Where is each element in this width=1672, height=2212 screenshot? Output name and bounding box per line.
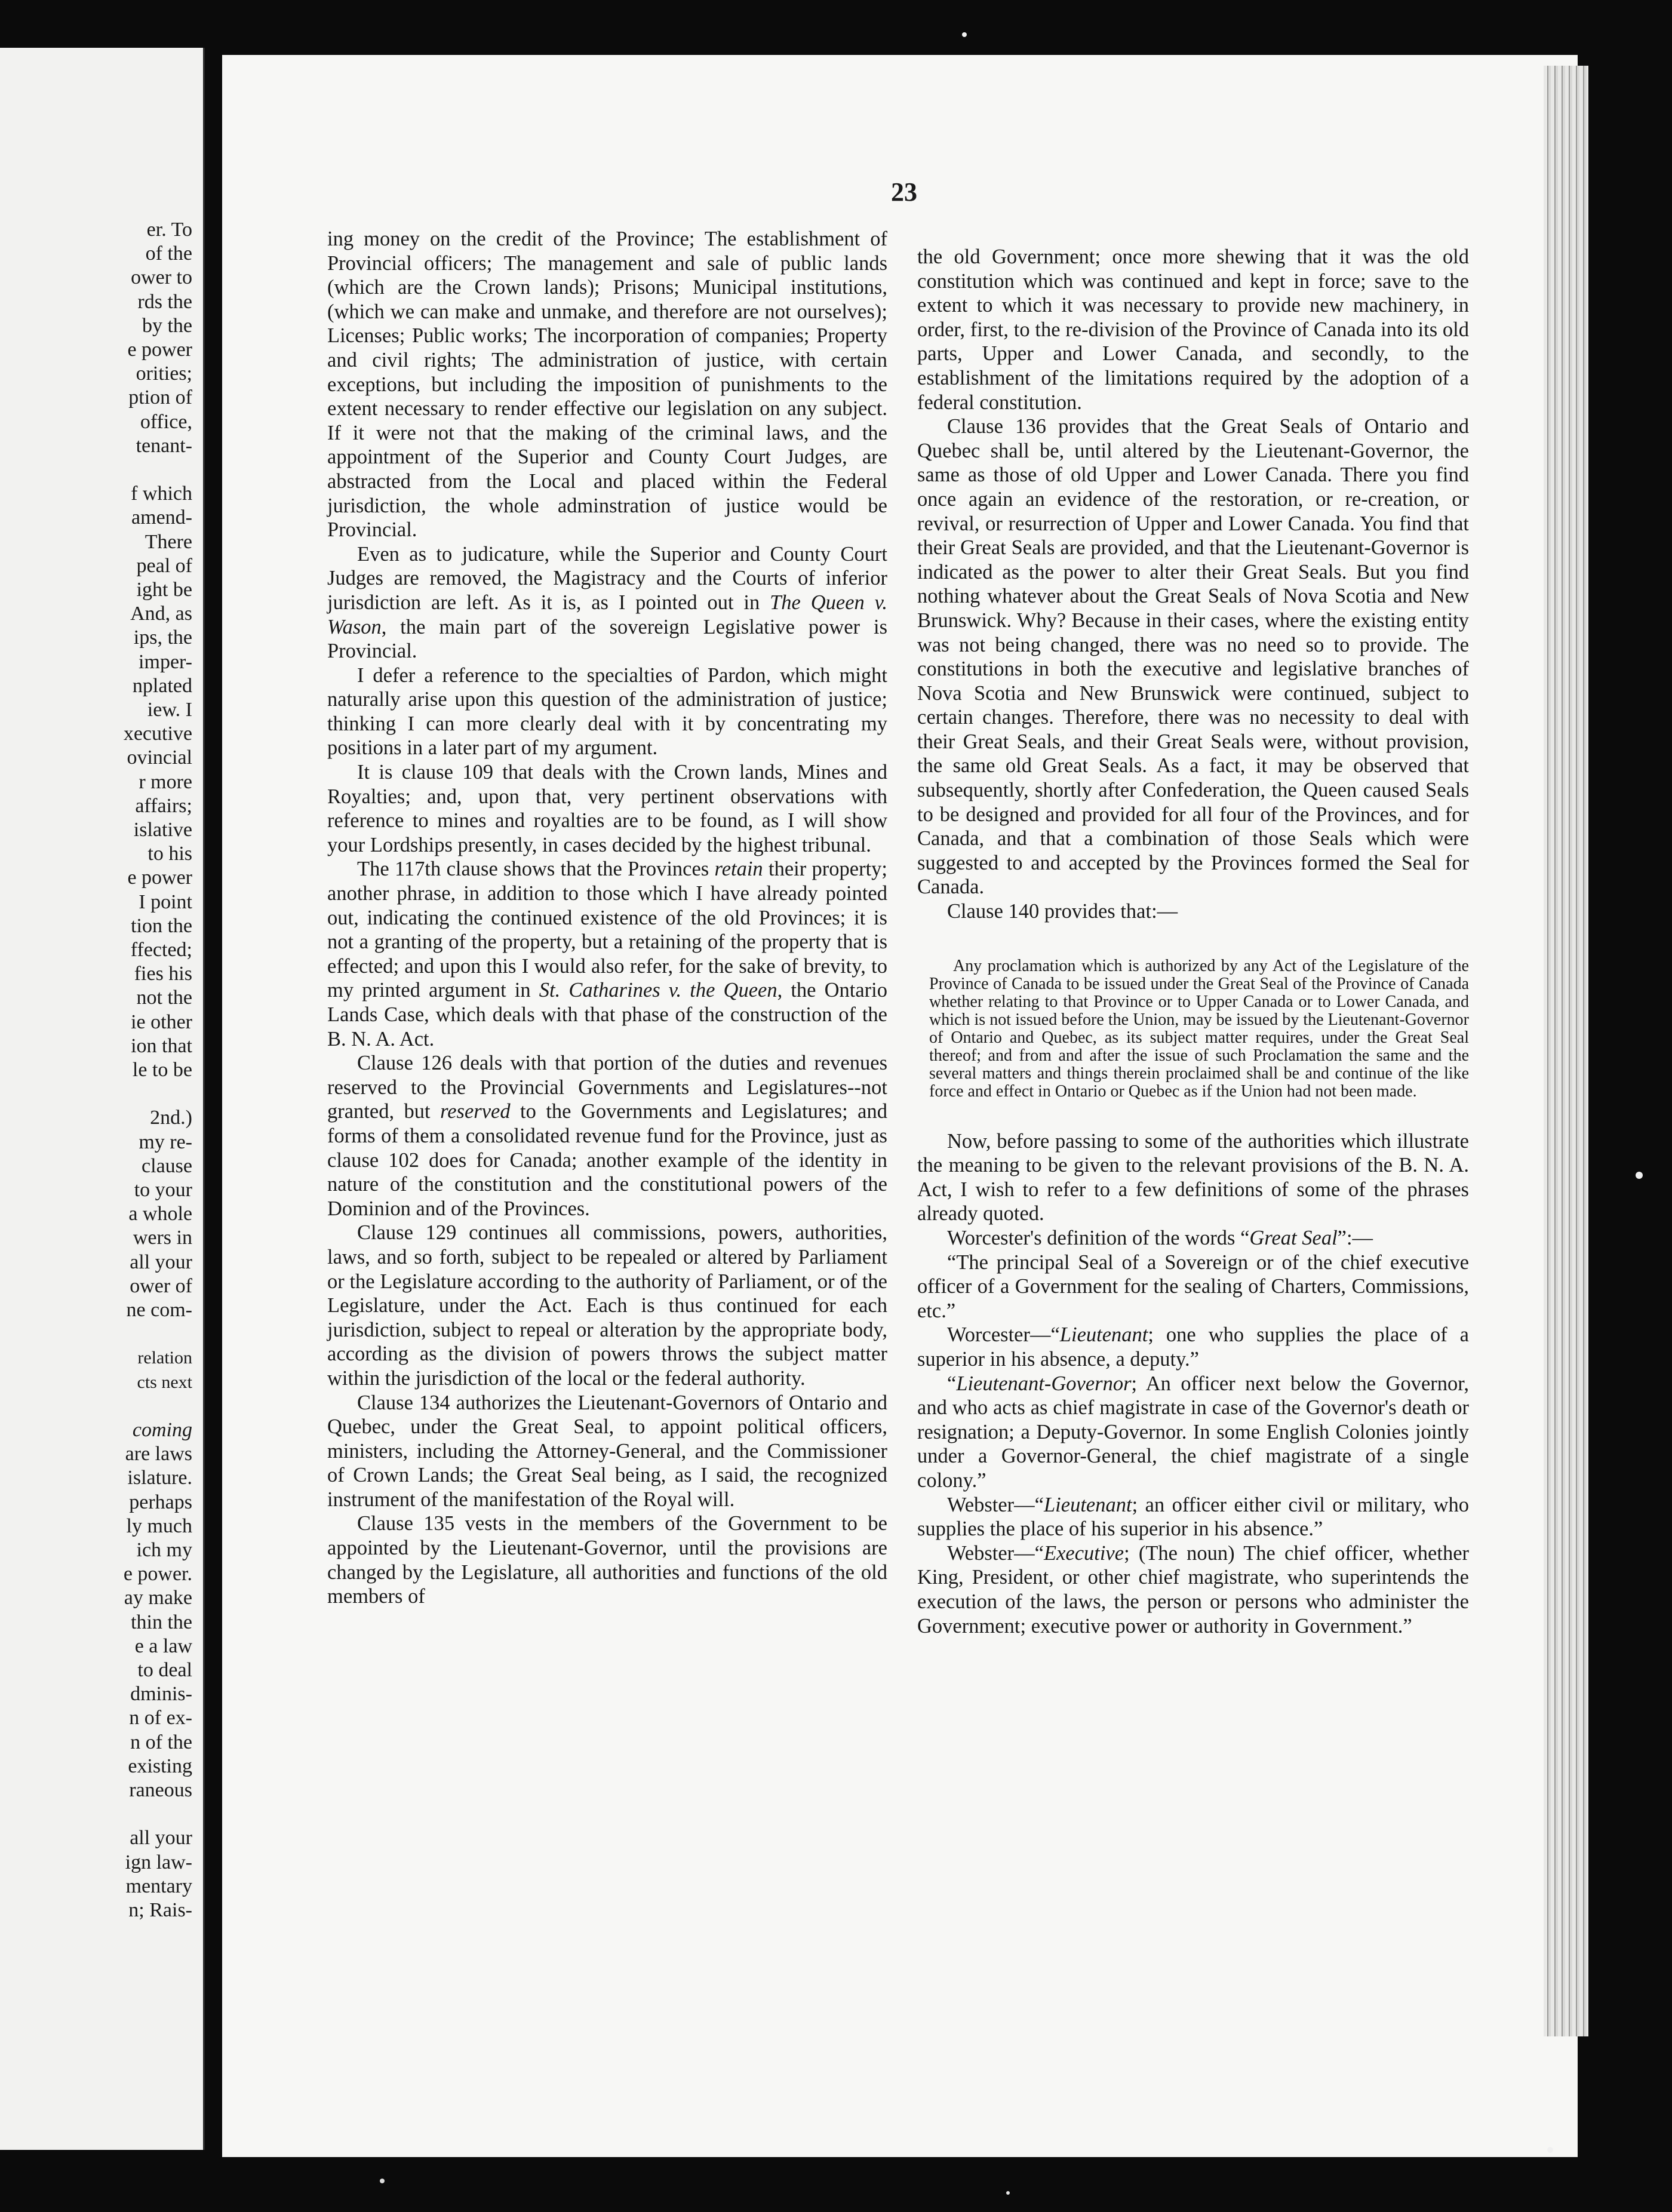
facing-page-line: ffected; xyxy=(130,939,192,961)
facing-page-line: existing xyxy=(128,1755,192,1777)
paragraph: Webster—“Executive; (The noun) The chief officer, whether King, President, or other chief magistrate, who superintends the execution of the laws, the person or persons who administer the Government; executive power or authority in Government.” xyxy=(917,1541,1469,1638)
paragraph: Webster—“Lieutenant; an officer either civil or military, who supplies the place of his superior in his absence.” xyxy=(917,1493,1469,1541)
facing-page-line: to deal xyxy=(137,1659,192,1681)
facing-page-line: e power xyxy=(127,867,192,889)
page-number: 23 xyxy=(891,177,917,207)
facing-page-line: a whole xyxy=(128,1203,192,1225)
case-citation: St. Catharines v. the Queen xyxy=(539,979,777,1002)
defined-term: Executive xyxy=(1044,1541,1124,1565)
facing-page-line: ight be xyxy=(136,579,192,601)
facing-page-line: And, as xyxy=(130,603,192,625)
facing-page-line: ay make xyxy=(124,1587,192,1609)
paragraph: Even as to judicature, while the Superior and County Court Judges are removed, the Magistracy and the Courts of inferior jurisdiction are left. As it is, as I pointed out in The Queen v. Wason, the main part of the sovereign Legislative power is Provincial. xyxy=(327,542,887,663)
facing-page-line: are laws xyxy=(125,1443,192,1466)
facing-page-line: all your xyxy=(130,1827,192,1850)
facing-page-line: orities; xyxy=(136,362,192,385)
defined-term: Lieutenant xyxy=(1059,1323,1148,1347)
facing-page-line: islature. xyxy=(127,1467,192,1489)
facing-page-line: coming xyxy=(132,1419,192,1441)
paragraph: the old Government; once more shewing that it was the old constitution which was continued and kept in force; save to the extent to which it was necessary to provide new machinery, in order, first, to the re-division of the Province of Canada into its old parts, Upper and Lower Canada, and secondly, to the establishment of the limitations required by the adoption of a federal constitution. xyxy=(917,245,1469,414)
facing-page-line: by the xyxy=(142,314,192,337)
defined-term: Great Seal xyxy=(1249,1227,1338,1249)
facing-page-line: ower to xyxy=(131,266,192,289)
defined-term: Lieutenant-Governor xyxy=(956,1372,1132,1395)
paragraph: Clause 140 provides that:— xyxy=(947,900,1178,923)
block-quote: Any proclamation which is authorized by any Act of the Legislature of the Province of Canada to be issued under the Great Seal of the Province of Canada whether relating to that Province or to Upper Canada or to Lower Canada, and which is not issued before the Union, may be issued by the Lieutenant-Governor of Ontario and Quebec, as its subject matter requires, under the Great Seal thereof; and from and after the issue of such Proclamation the same and the several matters and things therein proclaimed shall be and continue of the like force and effect in Ontario or Quebec as if the Union had not been made. xyxy=(929,956,1469,1101)
facing-page-line: thin the xyxy=(131,1611,192,1633)
paragraph: Worcester's definition of the words “Great Seal”:— xyxy=(947,1227,1373,1249)
paragraph: ing money on the credit of the Province; The establishment of Provincial officers; The management and sale of public lands (which are the Crown lands); Prisons; Municipal institutions, (which we can make and unmake, and therefore are not ourselves); Licenses; Public works; The incorporation of companies; Property and civil rights; The administration of justice, with certain exceptions, but including the imposition of punishments to the extent necessary to render effective our legislation on any subject. If it were not that the making of the criminal laws, and the appointment of the Superior and County Court Judges, are abstracted from the Local and placed within the Federal jurisdiction, the whole adminstration of justice would be Provincial. xyxy=(327,228,887,542)
facing-page-line: nplated xyxy=(132,674,192,697)
paragraph: The 117th clause shows that the Provinces retain their property; another phrase, in addition to those which I have already pointed out, indicating the continued existence of the old Provinces; it is not a granting of the property, but a retaining of the property that is effected; and upon this I would also refer, for the sake of brevity, to my printed argument in St. Catharines v. the Queen, the Ontario Lands Case, which deals with that phase of the construction of the B. N. A. Act. xyxy=(327,858,887,1050)
facing-page-line: office, xyxy=(140,410,192,433)
facing-page-line: affairs; xyxy=(135,794,192,817)
facing-page-line: n of ex- xyxy=(129,1707,192,1729)
facing-page-line: n; Rais- xyxy=(128,1899,192,1921)
facing-page-line: perhaps xyxy=(129,1491,192,1513)
facing-page-line: amend- xyxy=(131,506,192,529)
paragraph: Clause 134 authorizes the Lieutenant-Governors of Ontario and Quebec, under the Great Seal, to appoint political officers, ministers, including the Attorney-General, and the Commissioner of Crown Lands; the Great Seal being, as I said, the recognized instrument of the manifestation of the Royal will. xyxy=(327,1391,887,1511)
facing-page-line: all your xyxy=(130,1251,192,1273)
facing-page-line: not the xyxy=(136,987,192,1009)
facing-page-line: of the xyxy=(145,242,192,265)
facing-page-line: iew. I xyxy=(147,699,192,721)
facing-page-line: imper- xyxy=(139,650,192,673)
facing-page-line: relation xyxy=(137,1348,192,1368)
paragraph: Clause 126 deals with that portion of the duties and revenues reserved to the Provincial Governments and Legislatures--not granted, but reserved to the Governments and Legislatures; and forms of them a consolidated revenue fund for the Province, just as clause 102 does for Canada; another example of the identity in nature of the constitution and the constitutional powers of the Dominion and of the Provinces. xyxy=(327,1052,887,1220)
facing-page-line: mentary xyxy=(125,1875,192,1897)
facing-page-line: ly much xyxy=(126,1514,192,1537)
facing-page-line: peal of xyxy=(136,554,192,577)
facing-page-line: raneous xyxy=(129,1779,192,1801)
facing-page-line: tion the xyxy=(131,914,192,937)
facing-page-line: to his xyxy=(147,843,192,865)
facing-page-line: ie other xyxy=(131,1010,192,1033)
paragraph: It is clause 109 that deals with the Crown lands, Mines and Royalties; and, upon that, very pertinent observations with reference to mines and royalties are to be found, as I will show your Lordships presently, in cases decided by the highest tribunal. xyxy=(327,761,887,856)
emphasis: reserved xyxy=(440,1100,511,1123)
facing-page-line: ips, the xyxy=(133,626,192,649)
facing-page-line: islative xyxy=(133,819,192,841)
facing-page-line: ion that xyxy=(131,1034,192,1057)
paragraph: “Lieutenant-Governor; An officer next below the Governor, and who acts as chief magistrate in case of the Governor's death or resignation; a Deputy-Governor. In some English Colonies jointly under a Governor-General, the chief magistrate of a single colony.” xyxy=(917,1372,1469,1492)
facing-page-line: 2nd.) xyxy=(150,1107,192,1129)
facing-page-line: ign law- xyxy=(125,1851,192,1873)
facing-page-line: cts next xyxy=(137,1372,192,1392)
facing-page-line: ovincial xyxy=(127,746,192,769)
paragraph: Clause 136 provides that the Great Seals of Ontario and Quebec shall be, until altered by the Lieutenant-Governor, the same as those of old Upper and Lower Canada. There you find once again an evidence of the restoration, or re-creation, or revival, or resurrection of Upper and Lower Canada. You find that their Great Seals are provided, and that the Lieutenant-Governor is indicated as the power to alter their Great Seals. But you find nothing whatever about the Great Seals of Nova Scotia and New Brunswick. Why? Because in their cases, where the existing entity was not being changed, there was no need so to provide. The constitutions in both the executive and legislative branches of Nova Scotia and New Brunswick were continued, subject to certain changes. Therefore, there was no necessity to deal with their Great Seals, and their Great Seals were, without provision, the same old Great Seals. As a fact, it may be observed that subsequently, shortly after Confederation, the Queen caused Seals to be designed and provided for all four of the Provinces, and for Canada, and that a combination of those Seals which were suggested to and accepted by the Provinces formed the Seal for Canada. xyxy=(917,415,1469,899)
facing-page-line: There xyxy=(145,530,192,553)
facing-page-line: er. To xyxy=(146,219,192,241)
paragraph: Now, before passing to some of the authorities which illustrate the meaning to be given to the relevant provisions of the B. N. A. Act, I wish to refer to a few definitions of some of the phrases already quoted. xyxy=(917,1129,1469,1225)
facing-page-line: e a law xyxy=(134,1635,192,1657)
facing-page-line: r more xyxy=(139,770,192,793)
defined-term: Lieutenant xyxy=(1044,1493,1132,1516)
facing-page-line: clause xyxy=(142,1154,192,1177)
case-citation: The Queen v. Wason xyxy=(327,591,887,638)
facing-page-line: dminis- xyxy=(130,1683,192,1706)
facing-page-line: tenant- xyxy=(136,434,192,457)
paragraph: I defer a reference to the specialties of Pardon, which might naturally arise upon this question of the administration of justice; thinking I can more clearly deal with it by concentrating my positions in a later part of my argument. xyxy=(327,663,887,760)
facing-page-line: fies his xyxy=(134,963,192,985)
facing-page-line: e power xyxy=(127,339,192,361)
emphasis: retain xyxy=(714,858,763,881)
paragraph: Worcester—“Lieutenant; one who supplies the place of a superior in his absence, a deputy.” xyxy=(917,1323,1469,1371)
paragraph: Clause 135 vests in the members of the Government to be appointed by the Lieutenant-Governor, until the provisions are changed by the Legislature, all authorities and functions of the old members of xyxy=(327,1512,887,1608)
facing-page-line: I point xyxy=(139,890,192,913)
facing-page-line: f which xyxy=(131,483,192,505)
paragraph: Clause 129 continues all commissions, powers, authorities, laws, and so forth, subject to be repealed or altered by Parliament or the Legislature according to the authority of Parliament, or of the Legislature, under the Act. Each is thus continued for each jurisdiction, subject to repeal or alteration by the appropriate body, according as the division of powers throws the subject matter within the jurisdiction of the local or the federal authority. xyxy=(327,1221,887,1390)
facing-page-line: to your xyxy=(134,1179,192,1201)
facing-page-line: ption of xyxy=(128,386,192,409)
facing-page-line: e power. xyxy=(123,1563,192,1586)
facing-page-line: n of the xyxy=(130,1731,192,1753)
facing-page-line: le to be xyxy=(132,1059,192,1081)
facing-page-line: xecutive xyxy=(123,723,192,745)
facing-page-line: ower of xyxy=(130,1274,192,1297)
facing-page-line: rds the xyxy=(137,290,192,313)
facing-page-line: ich my xyxy=(136,1539,192,1561)
paragraph: “The principal Seal of a Sovereign or of the chief executive officer of a Government for the sealing of Charters, Commissions, etc.” xyxy=(917,1251,1469,1322)
facing-page-line: wers in xyxy=(133,1227,192,1249)
facing-page-line: ne com- xyxy=(126,1299,192,1321)
facing-page-line: my re- xyxy=(139,1130,192,1153)
